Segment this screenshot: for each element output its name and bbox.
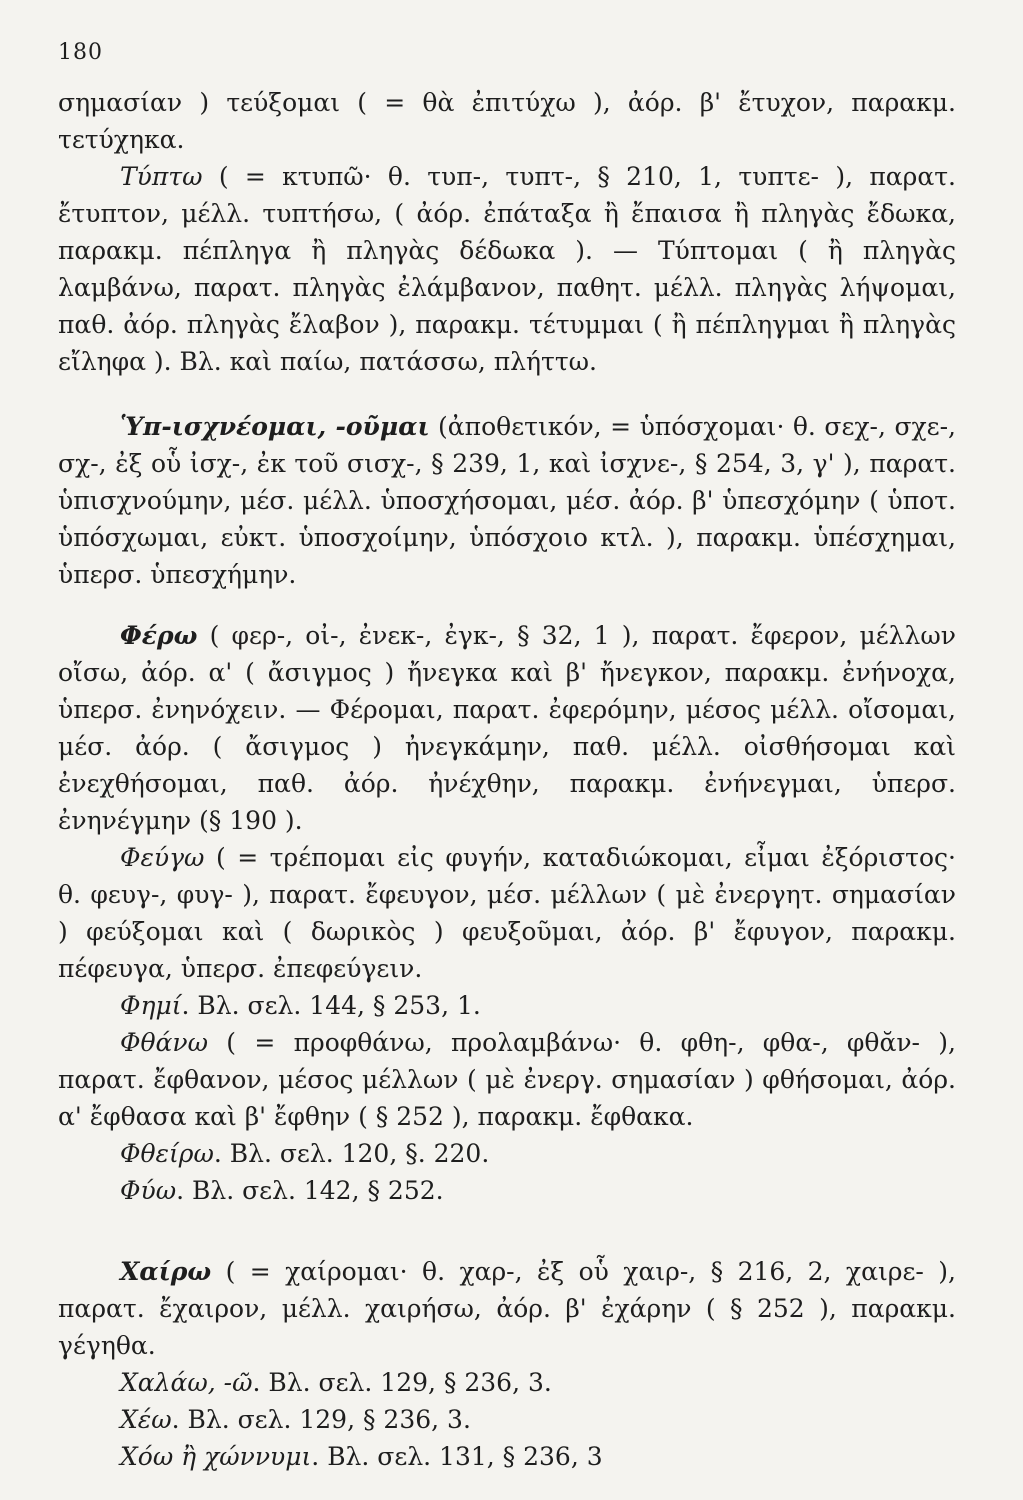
- entry-text: . Βλ. σελ. 129, § 236, 3.: [252, 1368, 552, 1397]
- entry-text: ( = τρέπομαι εἰς φυγήν, καταδιώκομαι, εἶμαι ἐξόριστος· θ. φευγ-, φυγ- ), παρατ. ἔφευγον, μέσ. μέλλων ( μὲ ἐνεργητ. σημασίαν ) φεύξομαι καὶ ( δωρικὸς ) φευξοῦμαι, ἀόρ. β' ἔφυγον, παρακμ. πέφευγα, ὑπερσ. ἐπεφεύγειν.: [58, 843, 956, 983]
- entry-headword: Φεύγω: [120, 843, 205, 872]
- entry-headword: Χαίρω: [120, 1257, 212, 1286]
- entry-text: . Βλ. σελ. 144, § 253, 1.: [181, 991, 481, 1020]
- entry-continuation: [58, 84, 956, 158]
- entry-phemi: [58, 987, 956, 1024]
- entry-headword: Χέω: [120, 1405, 172, 1434]
- entry-yp-ischneomai: [58, 408, 956, 593]
- entry-phthano: [58, 1024, 956, 1135]
- entry-headword: Φθάνω: [120, 1028, 209, 1057]
- entry-text: . Βλ. σελ. 131, § 236, 3: [311, 1442, 603, 1471]
- entry-text: . Βλ. σελ. 120, §. 220.: [213, 1139, 490, 1168]
- page-body: [58, 84, 956, 1475]
- entry-headword: Τύπτω: [120, 162, 203, 191]
- entry-text: (ἀποθετικόν, = ὑπόσχομαι· θ. σεχ-, σχε-, σχ-, ἐξ οὗ ἰσχ-, ἐκ τοῦ σισχ-, § 239, 1, καὶ ἰσχνε-, § 254, 3, γ' ), παρατ. ὑπισχνούμην, μέσ. μέλλ. ὑποσχήσομαι, μέσ. ἀόρ. β' ὑπεσχόμην ( ὑποτ. ὑπόσχωμαι, εὐκτ. ὑποσχοίμην, ὑπόσχοιο κτλ. ), παρακμ. ὑπέσχημαι, ὑπερσ. ὑπεσχήμην.: [58, 412, 956, 589]
- entry-pheugo: [58, 839, 956, 987]
- entry-choo: [58, 1438, 956, 1475]
- entry-phero: [58, 617, 956, 839]
- entry-chairo: [58, 1253, 956, 1364]
- entry-text: ( φερ-, οἰ-, ἐνεκ-, ἐγκ-, § 32, 1 ), παρατ. ἔφερον, μέλλων οἴσω, ἀόρ. α' ( ἄσιγμος ) ἤνεγκα καὶ β' ἤνεγκον, παρακμ. ἐνήνοχα, ὑπερσ. ἐνηνόχειν. — Φέρομαι, παρατ. ἐφερόμην, μέσος μέλλ. οἴσομαι, μέσ. ἀόρ. ( ἄσιγμος ) ἠνεγκάμην, παθ. μέλλ. οἰσθήσομαι καὶ ἐνεχθήσομαι, παθ. ἀόρ. ἠνέχθην, παρακμ. ἐνήνεγμαι, ὑπερσ. ἐνηνέγμην (§ 190 ).: [58, 621, 956, 835]
- entry-text: . Βλ. σελ. 129, § 236, 3.: [171, 1405, 471, 1434]
- entry-text: ( = χαίρομαι· θ. χαρ-, ἐξ οὗ χαιρ-, § 216, 2, χαιρε- ), παρατ. ἔχαιρον, μέλλ. χαιρήσω, ἀόρ. β' ἐχάρην ( § 252 ), παρακμ. γέγηθα.: [58, 1257, 956, 1360]
- entry-headword: Φέρω: [120, 621, 198, 650]
- entry-headword: Ὑπ-ισχνέομαι, -οῦμαι: [120, 412, 430, 441]
- entry-cheo: [58, 1401, 956, 1438]
- entry-headword: Φθείρω: [120, 1139, 214, 1168]
- page-number: 180: [58, 40, 103, 65]
- entry-headword: Χόω ἢ χώννυμι: [120, 1442, 312, 1471]
- entry-headword: Φύω: [120, 1176, 177, 1205]
- entry-chalao: [58, 1364, 956, 1401]
- entry-text: ( = προφθάνω, προλαμβάνω· θ. φθη-, φθα-, φθᾰν- ), παρατ. ἔφθανον, μέσος μέλλων ( μὲ ἐνεργ. σημασίαν ) φθήσομαι, ἀόρ. α' ἔφθασα καὶ β' ἔφθην ( § 252 ), παρακμ. ἔφθακα.: [58, 1028, 956, 1131]
- entry-text: ( = κτυπῶ· θ. τυπ-, τυπτ-, § 210, 1, τυπτε- ), παρατ. ἔτυπτον, μέλλ. τυπτήσω, ( ἀόρ. ἐπάταξα ἢ ἔπαισα ἢ πληγὰς ἔδωκα, παρακμ. πέπληγα ἢ πληγὰς δέδωκα ). — Τύπτομαι ( ἢ πληγὰς λαμβάνω, παρατ. πληγὰς ἐλάμβανον, παθητ. μέλλ. πληγὰς λήψομαι, παθ. ἀόρ. πληγὰς ἔλαβον ), παρακμ. τέτυμμαι ( ἢ πέπληγμαι ἢ πληγὰς εἴληφα ). Βλ. καὶ παίω, πατάσσω, πλήττω.: [58, 162, 956, 376]
- entry-phyo: [58, 1172, 956, 1209]
- entry-typto: [58, 158, 956, 380]
- entry-headword: Χαλάω, -ῶ: [120, 1368, 253, 1397]
- entry-text: . Βλ. σελ. 142, § 252.: [176, 1176, 444, 1205]
- entry-text: σημασίαν ) τεύξομαι ( = θὰ ἐπιτύχω ), ἀόρ. β' ἔτυχον, παρακμ. τετύχηκα.: [58, 88, 956, 154]
- entry-phtheiro: [58, 1135, 956, 1172]
- entry-headword: Φημί: [120, 991, 182, 1020]
